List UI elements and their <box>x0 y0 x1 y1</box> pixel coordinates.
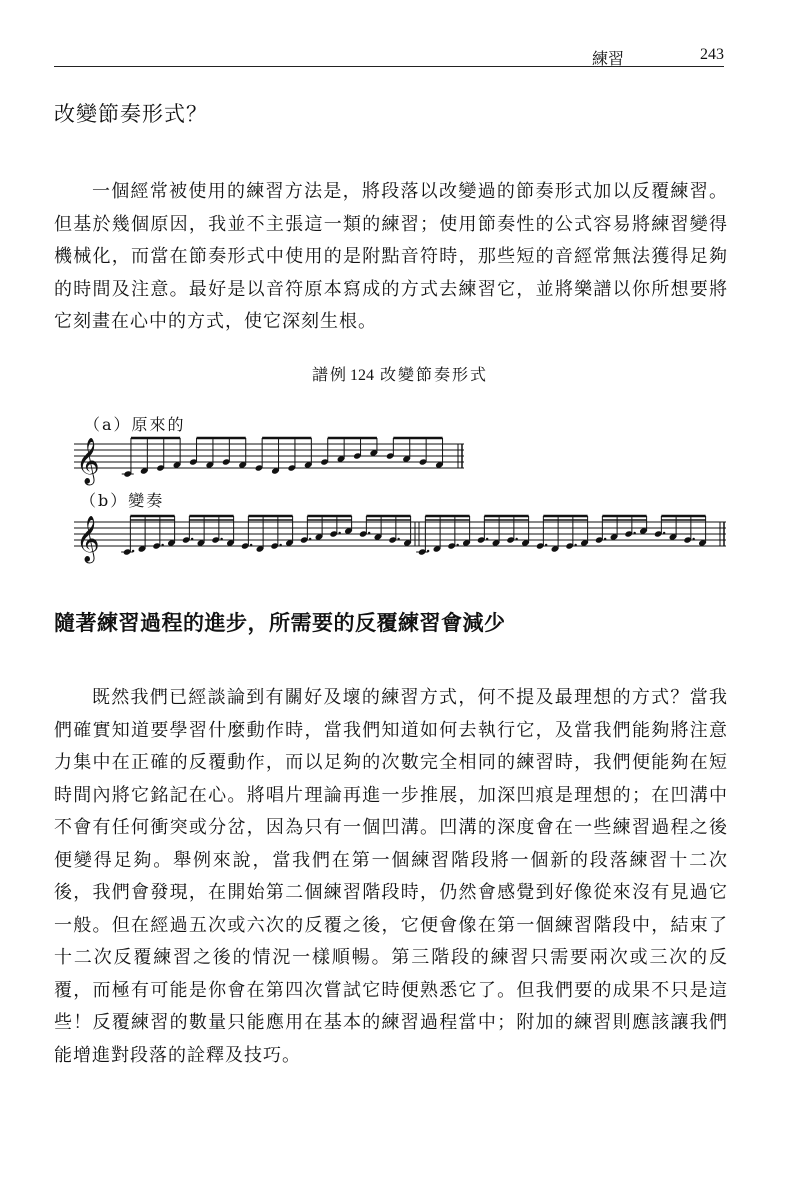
example-label-a: （a）原來的 <box>84 415 186 434</box>
rhythm-dot <box>338 532 340 534</box>
rhythm-dot <box>368 532 370 534</box>
section-heading-rhythm: 改變節奏形式？ <box>54 102 208 126</box>
rhythm-dot <box>161 544 163 546</box>
caption-prefix: 譜例 <box>311 365 348 384</box>
rhythm-dot <box>633 532 635 534</box>
rhythm-dot <box>309 538 311 540</box>
rhythm-dot <box>486 538 488 540</box>
music-staff-variation <box>74 514 726 562</box>
rhythm-dot <box>250 544 252 546</box>
rhythm-dot <box>132 550 134 552</box>
paragraph-rhythm: 一個經常被使用的練習方法是，將段落以改變過的節奏形式加以反覆練習。但基於幾個原因，我並不主張這一類的練習；使用節奏性的公式容易將練習變得機械化，而當在節奏形式中使用的是附點音符時，那些短的音經常無法獲得足夠的時間及注意。最好是以音符原本寫成的方式去練習它，並將樂譜以你所想要將它刻畫在心中的方式，使它深刻生根。 <box>54 181 728 332</box>
rhythm-dot <box>604 538 606 540</box>
rhythm-dot <box>456 544 458 546</box>
rhythm-dot <box>191 538 193 540</box>
music-staff-original <box>74 436 464 484</box>
rhythm-dot <box>663 532 665 534</box>
page-number: 243 <box>700 46 724 63</box>
paragraph-repetition: 既然我們已經談論到有關好及壞的練習方式，何不提及最理想的方式？當我們確實知道要學習什麼動作時，當我們知道如何去執行它，及當我們能夠將注意力集中在正確的反覆動作，而以足夠的次數完全相同的練習時，我們便能夠在短時間內將它銘記在心。將唱片理論再進一步推展，加深凹痕是理想的；在凹溝中不會有任何衝突或分岔，因為只有一個凹溝。凹溝的深度會在一些練習過程之後便變得足夠。舉例來說，當我們在第一個練習階段將一個新的段落練習十二次後，我們會發現，在開始第二個練習階段時，仍然會感覺到好像從來沒有見過它一般。但在經過五次或六次的反覆之後，它便會像在第一個練習階段中，結束了十二次反覆練習之後的情況一樣順暢。第三階段的練習只需要兩次或三次的反覆，而極有可能是你會在第四次嘗試它時便熟悉它了。但我們要的成果不只是這些！反覆練習的數量只能應用在基本的練習過程當中；附加的練習則應該讓我們能增進對段落的詮釋及技巧。 <box>54 687 728 1066</box>
rhythm-dot <box>220 538 222 540</box>
rhythm-dot <box>545 544 547 546</box>
rhythm-dot <box>515 538 517 540</box>
treble-clef: 𝄞 <box>76 438 100 484</box>
running-header <box>54 36 724 66</box>
rhythm-dot <box>692 538 694 540</box>
rhythm-dot <box>427 550 429 552</box>
header-rule <box>54 66 724 67</box>
example-label-b: （b）變奏 <box>80 491 165 510</box>
figure-caption <box>0 362 800 385</box>
treble-clef: 𝄞 <box>76 516 100 562</box>
rhythm-dot <box>574 544 576 546</box>
caption-number: 124 <box>350 367 374 384</box>
caption-title: 改變節奏形式 <box>380 365 489 384</box>
rhythm-dot <box>279 544 281 546</box>
rhythm-dot <box>397 538 399 540</box>
section-title: 練習 <box>591 49 624 68</box>
section-heading-repetition: 隨著練習過程的進步，所需要的反覆練習會減少 <box>54 611 506 635</box>
